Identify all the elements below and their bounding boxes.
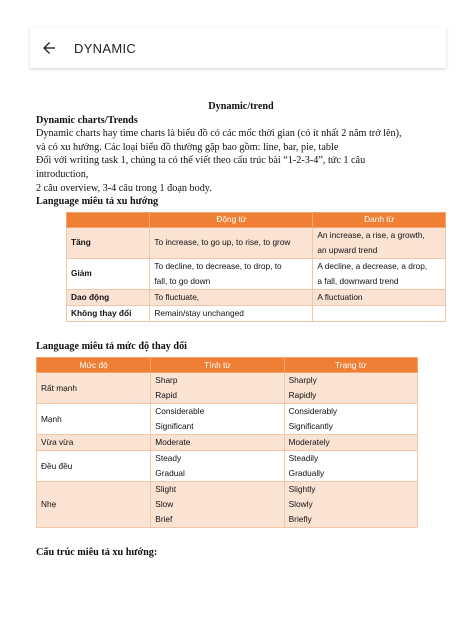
adjective-cell xyxy=(151,482,284,528)
document-body xyxy=(36,100,446,560)
cell-line: Sharp xyxy=(155,375,178,386)
cell-line: Sharply xyxy=(288,375,317,386)
cell-line: A fluctuation xyxy=(317,291,363,302)
adverb-cell xyxy=(284,373,417,404)
table-row xyxy=(37,482,418,528)
level-cell: Rất mạnh xyxy=(37,373,151,404)
cell-line: An increase, a rise, a growth, xyxy=(317,229,425,240)
cell-line: Briefly xyxy=(288,514,312,525)
section-title-trend-language: Language miêu tả xu hướng xyxy=(36,196,159,208)
table-header: Danh từ xyxy=(313,212,446,227)
table-header: Mức độ xyxy=(37,358,151,373)
section-title-change-level: Language miêu tả mức độ thay đổi xyxy=(36,340,188,352)
cell-line: A decline, a decrease, a drop, xyxy=(317,260,428,271)
verb-cell xyxy=(150,305,313,321)
level-cell: Mạnh xyxy=(37,404,151,435)
cell-line: To decline, to decrease, to drop, to xyxy=(154,260,282,271)
table-header: Động từ xyxy=(150,212,313,227)
cell-line: Rapidly xyxy=(288,390,317,401)
cell-line: Slowly xyxy=(288,499,313,510)
row-label: Dao động xyxy=(67,289,150,305)
table-header: Tính từ xyxy=(151,358,284,373)
page-title: DYNAMIC xyxy=(74,40,137,56)
change-level-table xyxy=(36,357,418,528)
doc-subheading: Dynamic charts/Trends xyxy=(36,114,138,126)
noun-cell xyxy=(313,289,446,305)
cell-line: Significantly xyxy=(288,421,333,432)
cell-line: Brief xyxy=(155,514,173,525)
table-row xyxy=(67,258,446,289)
level-cell: Nhẹ xyxy=(37,482,151,528)
adverb-cell xyxy=(284,482,417,528)
cell-line: Significant xyxy=(155,421,194,432)
cell-line: Considerable xyxy=(155,406,205,417)
paragraph-1-line-2: và có xu hướng. Các loại biểu đồ thường gặp bao gồm: line, bar, pie, table xyxy=(36,141,339,153)
cell-line: a fall, downward trend xyxy=(317,275,399,286)
cell-line: Slightly xyxy=(288,484,316,495)
cell-line: fall, to go down xyxy=(154,275,211,286)
cell-line: Remain/stay unchanged xyxy=(154,307,244,318)
paragraph-1-line-1: Dynamic charts hay time charts là biểu đồ có các mốc thời gian (có ít nhất 2 năm trở lên), xyxy=(36,128,402,140)
adjective-cell xyxy=(151,373,284,404)
adjective-cell xyxy=(151,451,284,482)
paragraph-2 xyxy=(36,154,446,181)
table-row xyxy=(67,227,446,258)
paragraph-3: 2 câu overview, 3-4 câu trong 1 đoạn body. xyxy=(36,182,212,194)
row-label: Không thay đổi xyxy=(67,305,150,321)
table-row xyxy=(37,404,418,435)
verb-cell xyxy=(150,258,313,289)
cell-line: Moderate xyxy=(155,437,191,448)
app-bar xyxy=(30,28,446,68)
cell-line: Slight xyxy=(155,484,177,495)
cell-line: Considerably xyxy=(288,406,338,417)
cell-line: Gradual xyxy=(155,468,185,479)
paragraph-2-line-2: introduction, xyxy=(36,168,89,180)
table-row xyxy=(37,373,418,404)
cell-line: To fluctuate, xyxy=(154,291,200,302)
cell-line: Steady xyxy=(155,453,182,464)
adverb-cell xyxy=(284,404,417,435)
noun-cell xyxy=(313,305,446,321)
table-row xyxy=(67,289,446,305)
row-label: Tăng xyxy=(67,227,150,258)
level-cell: Đều đều xyxy=(37,451,151,482)
noun-cell xyxy=(313,258,446,289)
cell-line: Steadily xyxy=(288,453,319,464)
trend-language-table xyxy=(66,212,446,322)
cell-line: To increase, to go up, to rise, to grow xyxy=(154,237,291,248)
level-cell: Vừa vừa xyxy=(37,435,151,451)
doc-heading: Dynamic/trend xyxy=(208,101,274,112)
adverb-cell xyxy=(284,451,417,482)
cell-line: Moderately xyxy=(288,437,330,448)
table-row xyxy=(37,435,418,451)
arrow-left-icon[interactable] xyxy=(40,39,58,57)
table-row xyxy=(67,305,446,321)
table-header: Trạng từ xyxy=(284,358,417,373)
table-header xyxy=(67,212,150,227)
cell-line: an upward trend xyxy=(317,244,378,255)
cell-line: Rapid xyxy=(155,390,177,401)
verb-cell xyxy=(150,227,313,258)
adverb-cell xyxy=(284,435,417,451)
verb-cell xyxy=(150,289,313,305)
section-title-trend-structure: Cấu trúc miêu tả xu hướng: xyxy=(36,547,158,559)
table-row xyxy=(37,451,418,482)
row-label: Giảm xyxy=(67,258,150,289)
adjective-cell xyxy=(151,404,284,435)
cell-line: Gradually xyxy=(288,468,325,479)
paragraph-1 xyxy=(36,127,446,154)
paragraph-2-line-1: Đối với writing task 1, chúng ta có thể viết theo cấu trúc bài “1-2-3-4”, tức 1 câu xyxy=(36,155,366,167)
cell-line: Slow xyxy=(155,499,174,510)
noun-cell xyxy=(313,227,446,258)
adjective-cell xyxy=(151,435,284,451)
